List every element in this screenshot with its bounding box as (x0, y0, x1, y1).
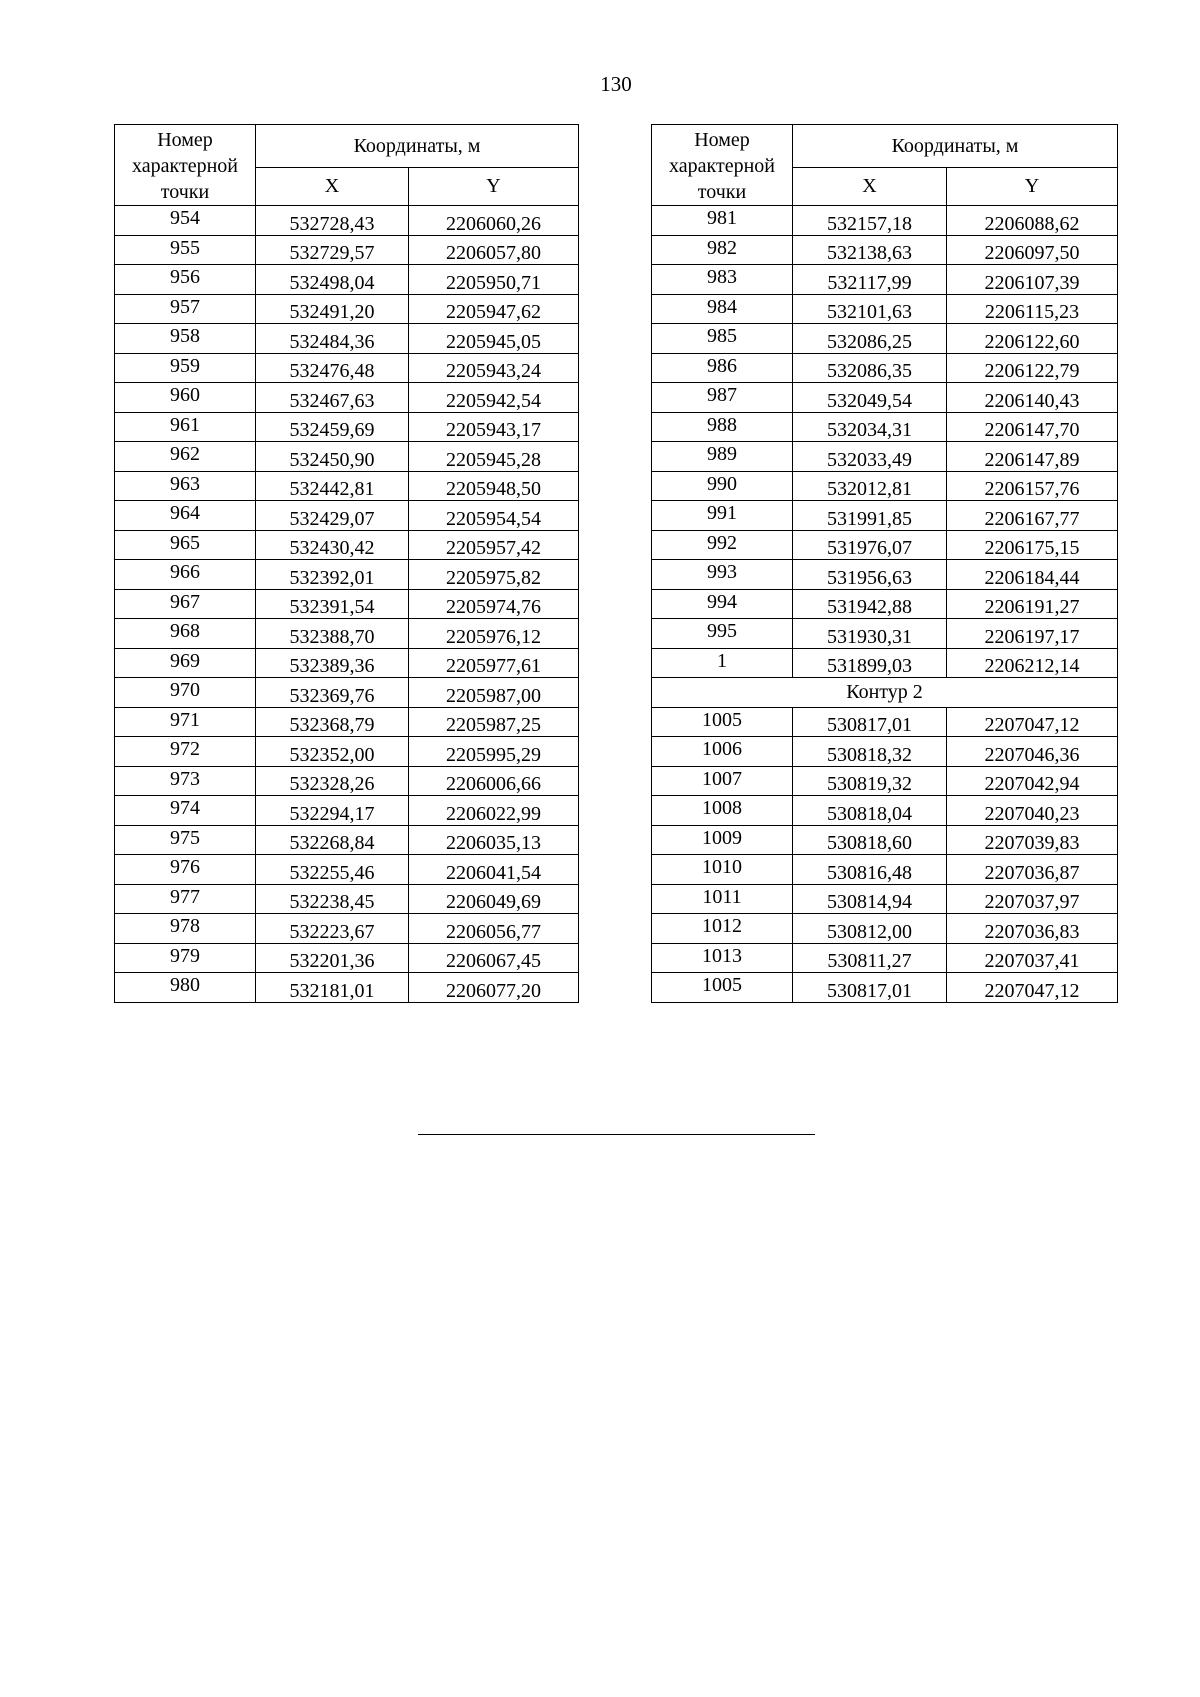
table-row (115, 943, 579, 973)
y-coordinate-cell: 2205945,05 (409, 324, 579, 354)
table-row (652, 855, 1118, 885)
y-coordinate-cell: 2206157,76 (947, 471, 1118, 501)
x-coordinate-cell: 531899,03 (793, 648, 947, 678)
x-coordinate-cell: 532450,90 (256, 442, 409, 472)
point-number-cell: 963 (115, 471, 256, 501)
point-number-cell: 989 (652, 442, 793, 472)
point-number-cell: 965 (115, 530, 256, 560)
x-coordinate-cell: 532498,04 (256, 265, 409, 295)
point-number-cell: 993 (652, 560, 793, 590)
x-coordinate-cell: 532389,36 (256, 648, 409, 678)
y-coordinate-cell: 2205954,54 (409, 501, 579, 531)
y-column-header: Y (947, 167, 1118, 205)
y-coordinate-cell: 2205987,00 (409, 678, 579, 708)
table-row (115, 412, 579, 442)
x-coordinate-cell: 530817,01 (793, 707, 947, 737)
point-number-cell: 1009 (652, 825, 793, 855)
point-number-cell: 960 (115, 383, 256, 413)
x-coordinate-cell: 532086,25 (793, 324, 947, 354)
table-row (115, 530, 579, 560)
y-coordinate-cell: 2206122,79 (947, 353, 1118, 383)
page-number: 130 (600, 72, 632, 96)
table-row (652, 265, 1118, 295)
x-coordinate-cell: 532368,79 (256, 707, 409, 737)
y-coordinate-cell: 2206147,70 (947, 412, 1118, 442)
point-number-cell: 984 (652, 294, 793, 324)
y-coordinate-cell: 2207037,41 (947, 943, 1118, 973)
point-number-cell: 979 (115, 943, 256, 973)
y-coordinate-cell: 2205950,71 (409, 265, 579, 295)
x-coordinate-cell: 532157,18 (793, 206, 947, 236)
y-coordinate-cell: 2206049,69 (409, 884, 579, 914)
coordinates-table-right (651, 124, 1118, 1003)
x-coordinate-cell: 530817,01 (793, 973, 947, 1003)
table-row (115, 766, 579, 796)
y-coordinate-cell: 2206097,50 (947, 235, 1118, 265)
y-coordinate-cell: 2206140,43 (947, 383, 1118, 413)
x-column-header: X (793, 167, 947, 205)
x-coordinate-cell: 532459,69 (256, 412, 409, 442)
table-row (652, 294, 1118, 324)
point-number-cell: 962 (115, 442, 256, 472)
table-row (115, 353, 579, 383)
table-row (652, 619, 1118, 649)
point-number-cell: 974 (115, 796, 256, 826)
x-coordinate-cell: 532728,43 (256, 206, 409, 236)
table-row (652, 530, 1118, 560)
table-row (115, 442, 579, 472)
y-coordinate-cell: 2206056,77 (409, 914, 579, 944)
point-number-cell: 961 (115, 412, 256, 442)
x-coordinate-cell: 530818,04 (793, 796, 947, 826)
x-coordinate-cell: 532729,57 (256, 235, 409, 265)
y-coordinate-cell: 2206175,15 (947, 530, 1118, 560)
coordinates-header: Координаты, м (256, 125, 579, 168)
y-coordinate-cell: 2206067,45 (409, 943, 579, 973)
point-number-cell: 958 (115, 324, 256, 354)
point-number-cell: 983 (652, 265, 793, 295)
y-coordinate-cell: 2206107,39 (947, 265, 1118, 295)
table-row (652, 560, 1118, 590)
point-number-cell: 1013 (652, 943, 793, 973)
x-coordinate-cell: 532430,42 (256, 530, 409, 560)
y-coordinate-cell: 2205957,42 (409, 530, 579, 560)
table-row (652, 825, 1118, 855)
x-coordinate-cell: 532033,49 (793, 442, 947, 472)
point-number-cell: 968 (115, 619, 256, 649)
x-coordinate-cell: 532255,46 (256, 855, 409, 885)
x-coordinate-cell: 532484,36 (256, 324, 409, 354)
table-row (115, 589, 579, 619)
table-row (115, 707, 579, 737)
x-coordinate-cell: 532117,99 (793, 265, 947, 295)
table-row (652, 324, 1118, 354)
point-number-cell: 988 (652, 412, 793, 442)
x-coordinate-cell: 532012,81 (793, 471, 947, 501)
x-coordinate-cell: 532223,67 (256, 914, 409, 944)
table-row (115, 471, 579, 501)
x-coordinate-cell: 532391,54 (256, 589, 409, 619)
table-row (115, 678, 579, 708)
x-coordinate-cell: 530819,32 (793, 766, 947, 796)
y-column-header: Y (409, 167, 579, 205)
table-row (652, 884, 1118, 914)
table-row (115, 324, 579, 354)
contour-section (652, 678, 1118, 708)
y-coordinate-cell: 2205987,25 (409, 707, 579, 737)
x-coordinate-cell: 532491,20 (256, 294, 409, 324)
y-coordinate-cell: 2207046,36 (947, 737, 1118, 767)
x-coordinate-cell: 532388,70 (256, 619, 409, 649)
table-row (652, 707, 1118, 737)
x-coordinate-cell: 532392,01 (256, 560, 409, 590)
x-coordinate-cell: 532369,76 (256, 678, 409, 708)
y-coordinate-cell: 2206122,60 (947, 324, 1118, 354)
y-coordinate-cell: 2205977,61 (409, 648, 579, 678)
y-coordinate-cell: 2207040,23 (947, 796, 1118, 826)
y-coordinate-cell: 2206035,13 (409, 825, 579, 855)
table-row (115, 501, 579, 531)
point-number-cell: 973 (115, 766, 256, 796)
x-coordinate-cell: 532101,63 (793, 294, 947, 324)
table-row (652, 471, 1118, 501)
table-row (115, 265, 579, 295)
y-coordinate-cell: 2206184,44 (947, 560, 1118, 590)
table-row (652, 589, 1118, 619)
table-row (652, 973, 1118, 1003)
y-coordinate-cell: 2205948,50 (409, 471, 579, 501)
x-coordinate-cell: 532442,81 (256, 471, 409, 501)
point-number-cell: 976 (115, 855, 256, 885)
x-coordinate-cell: 532201,36 (256, 943, 409, 973)
y-coordinate-cell: 2207047,12 (947, 707, 1118, 737)
table-row (652, 353, 1118, 383)
y-coordinate-cell: 2206057,80 (409, 235, 579, 265)
right-table-body-contour (652, 707, 1118, 1002)
y-coordinate-cell: 2206006,66 (409, 766, 579, 796)
y-coordinate-cell: 2205976,12 (409, 619, 579, 649)
x-coordinate-cell: 532467,63 (256, 383, 409, 413)
x-coordinate-cell: 532086,35 (793, 353, 947, 383)
x-coordinate-cell: 531942,88 (793, 589, 947, 619)
table-row (652, 501, 1118, 531)
end-divider-line (418, 1134, 815, 1135)
table-row (652, 648, 1118, 678)
table-row (652, 206, 1118, 236)
point-number-cell: 992 (652, 530, 793, 560)
y-coordinate-cell: 2206088,62 (947, 206, 1118, 236)
y-coordinate-cell: 2206041,54 (409, 855, 579, 885)
left-table-body (115, 206, 579, 1003)
point-number-cell: 969 (115, 648, 256, 678)
x-coordinate-cell: 532268,84 (256, 825, 409, 855)
table-row (652, 914, 1118, 944)
y-coordinate-cell: 2206060,26 (409, 206, 579, 236)
point-number-cell: 985 (652, 324, 793, 354)
y-coordinate-cell: 2205943,24 (409, 353, 579, 383)
table-row (115, 383, 579, 413)
x-coordinate-cell: 532034,31 (793, 412, 947, 442)
point-number-cell: 970 (115, 678, 256, 708)
table-row (652, 235, 1118, 265)
point-number-cell: 967 (115, 589, 256, 619)
point-number-cell: 1007 (652, 766, 793, 796)
y-coordinate-cell: 2206022,99 (409, 796, 579, 826)
table-row (115, 235, 579, 265)
point-number-cell: 977 (115, 884, 256, 914)
y-coordinate-cell: 2206212,14 (947, 648, 1118, 678)
y-coordinate-cell: 2205945,28 (409, 442, 579, 472)
x-coordinate-cell: 532181,01 (256, 973, 409, 1003)
x-coordinate-cell: 530814,94 (793, 884, 947, 914)
x-coordinate-cell: 532138,63 (793, 235, 947, 265)
x-coordinate-cell: 532352,00 (256, 737, 409, 767)
point-number-cell: 1006 (652, 737, 793, 767)
coordinates-table-left (114, 124, 579, 1003)
y-coordinate-cell: 2207037,97 (947, 884, 1118, 914)
y-coordinate-cell: 2205943,17 (409, 412, 579, 442)
table-row (652, 943, 1118, 973)
table-row (115, 206, 579, 236)
contour-label: Контур 2 (652, 678, 1118, 708)
table-row (115, 884, 579, 914)
table-row (115, 914, 579, 944)
point-number-cell: 987 (652, 383, 793, 413)
point-number-header: Номер характерной точки (652, 125, 793, 206)
right-table-body (652, 206, 1118, 678)
point-number-cell: 971 (115, 707, 256, 737)
x-coordinate-cell: 531976,07 (793, 530, 947, 560)
table-row (115, 737, 579, 767)
table-row (115, 855, 579, 885)
x-coordinate-cell: 532294,17 (256, 796, 409, 826)
y-coordinate-cell: 2207036,87 (947, 855, 1118, 885)
point-number-cell: 994 (652, 589, 793, 619)
point-number-cell: 964 (115, 501, 256, 531)
table-row (115, 560, 579, 590)
x-coordinate-cell: 530812,00 (793, 914, 947, 944)
table-row (115, 825, 579, 855)
table-row (652, 737, 1118, 767)
coordinates-header: Координаты, м (793, 125, 1118, 168)
point-number-cell: 966 (115, 560, 256, 590)
table-row (652, 412, 1118, 442)
y-coordinate-cell: 2207039,83 (947, 825, 1118, 855)
point-number-cell: 1012 (652, 914, 793, 944)
point-number-cell: 959 (115, 353, 256, 383)
x-coordinate-cell: 530811,27 (793, 943, 947, 973)
x-coordinate-cell: 532429,07 (256, 501, 409, 531)
table-row (652, 442, 1118, 472)
y-coordinate-cell: 2206115,23 (947, 294, 1118, 324)
point-number-header: Номер характерной точки (115, 125, 256, 206)
point-number-cell: 995 (652, 619, 793, 649)
y-coordinate-cell: 2206191,27 (947, 589, 1118, 619)
point-number-cell: 957 (115, 294, 256, 324)
point-number-cell: 1005 (652, 973, 793, 1003)
x-coordinate-cell: 531930,31 (793, 619, 947, 649)
point-number-cell: 982 (652, 235, 793, 265)
table-row (115, 796, 579, 826)
point-number-cell: 981 (652, 206, 793, 236)
x-coordinate-cell: 532238,45 (256, 884, 409, 914)
x-coordinate-cell: 532049,54 (793, 383, 947, 413)
contour-row (652, 678, 1118, 708)
point-number-cell: 980 (115, 973, 256, 1003)
table-row (652, 383, 1118, 413)
point-number-cell: 990 (652, 471, 793, 501)
y-coordinate-cell: 2207047,12 (947, 973, 1118, 1003)
x-column-header: X (256, 167, 409, 205)
point-number-cell: 1005 (652, 707, 793, 737)
point-number-cell: 978 (115, 914, 256, 944)
table-row (652, 796, 1118, 826)
y-coordinate-cell: 2207036,83 (947, 914, 1118, 944)
table-row (115, 619, 579, 649)
y-coordinate-cell: 2207042,94 (947, 766, 1118, 796)
y-coordinate-cell: 2206167,77 (947, 501, 1118, 531)
table-row (652, 766, 1118, 796)
x-coordinate-cell: 530816,48 (793, 855, 947, 885)
y-coordinate-cell: 2205947,62 (409, 294, 579, 324)
y-coordinate-cell: 2205975,82 (409, 560, 579, 590)
x-coordinate-cell: 532476,48 (256, 353, 409, 383)
point-number-cell: 1008 (652, 796, 793, 826)
y-coordinate-cell: 2206197,17 (947, 619, 1118, 649)
point-number-cell: 1 (652, 648, 793, 678)
x-coordinate-cell: 530818,60 (793, 825, 947, 855)
y-coordinate-cell: 2206147,89 (947, 442, 1118, 472)
y-coordinate-cell: 2205974,76 (409, 589, 579, 619)
point-number-cell: 955 (115, 235, 256, 265)
y-coordinate-cell: 2205995,29 (409, 737, 579, 767)
table-row (115, 648, 579, 678)
point-number-cell: 954 (115, 206, 256, 236)
point-number-cell: 1010 (652, 855, 793, 885)
point-number-cell: 986 (652, 353, 793, 383)
x-coordinate-cell: 531991,85 (793, 501, 947, 531)
x-coordinate-cell: 530818,32 (793, 737, 947, 767)
x-coordinate-cell: 532328,26 (256, 766, 409, 796)
point-number-cell: 1011 (652, 884, 793, 914)
x-coordinate-cell: 531956,63 (793, 560, 947, 590)
table-row (115, 294, 579, 324)
point-number-cell: 991 (652, 501, 793, 531)
table-row (115, 973, 579, 1003)
y-coordinate-cell: 2206077,20 (409, 973, 579, 1003)
point-number-cell: 956 (115, 265, 256, 295)
y-coordinate-cell: 2205942,54 (409, 383, 579, 413)
point-number-cell: 972 (115, 737, 256, 767)
point-number-cell: 975 (115, 825, 256, 855)
